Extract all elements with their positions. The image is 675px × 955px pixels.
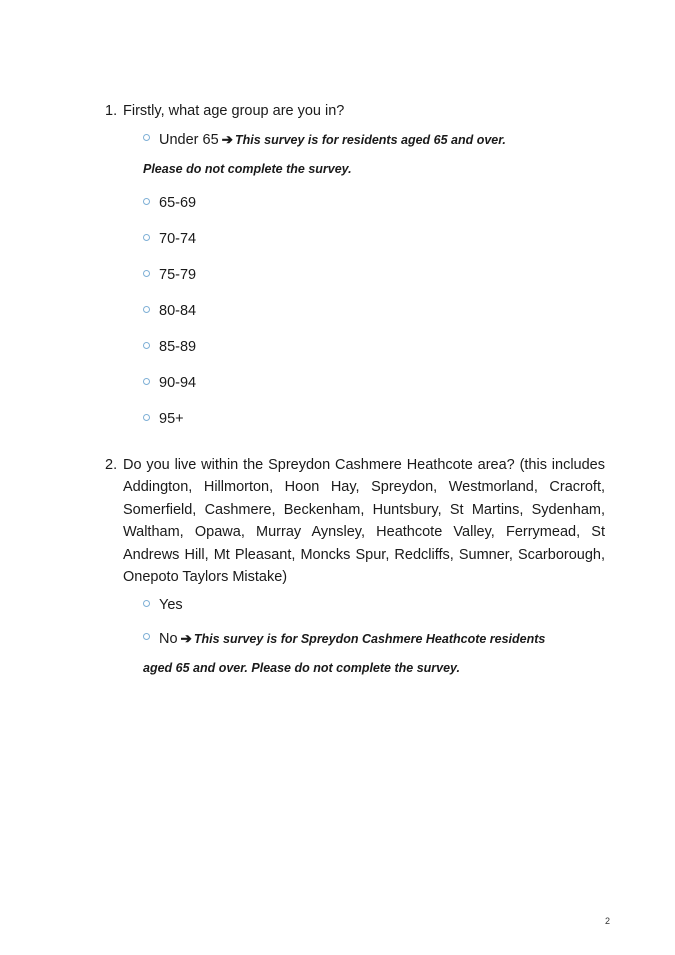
option-label: No [159,630,178,647]
question-1-options [105,129,605,430]
option-yes[interactable] [143,595,605,616]
radio-button-icon[interactable] [143,378,150,385]
option-label: Under 65 [159,131,219,148]
radio-button-icon[interactable] [143,342,150,349]
question-2-heading [105,454,605,589]
option-label: 85-89 [159,338,197,355]
survey-content [105,100,605,677]
option-80-84[interactable] [143,301,605,322]
radio-button-icon[interactable] [143,633,150,640]
option-note-continued: aged 65 and over. Please do not complete the survey. [143,660,461,675]
arrow-right-icon: ➔ [221,131,233,147]
question-2-text: Do you live within the Spreydon Cashmere Heathcote area? (this includes Addington, Hillmorton, Hoon Hay, Spreydon, Westmorland, Cracroft, Somerfield, Cashmere, Beckenham, Huntsbury, St Martins, Sydenham, Waltham, Opawa, Murray Aynsley, Heathcote Valley, Ferrymead, St Andrews Hill, Mt Pleasant, Moncks Spur, Redcliffs, Sumner, Scarborough, Onepoto Taylors Mistake) [123,456,605,585]
question-1-text: Firstly, what age group are you in? [123,103,345,119]
radio-button-icon[interactable] [143,198,150,205]
option-95-plus[interactable] [143,409,605,430]
radio-button-icon[interactable] [143,134,150,141]
question-2-options [105,595,605,677]
arrow-right-icon: ➔ [180,630,192,646]
option-under-65[interactable] [143,129,605,178]
option-label: 65-69 [159,194,197,211]
radio-button-icon[interactable] [143,414,150,421]
question-1 [105,100,605,430]
question-1-heading [105,100,605,123]
page-number: 2 [604,916,610,926]
option-note: This survey is for residents aged 65 and over. [234,132,506,147]
option-label: 80-84 [159,302,197,319]
radio-button-icon[interactable] [143,600,150,607]
option-label: 70-74 [159,230,197,247]
option-label: 90-94 [159,374,197,391]
option-label: Yes [159,596,183,613]
option-no[interactable] [143,628,605,677]
radio-button-icon[interactable] [143,234,150,241]
option-note-continued: Please do not complete the survey. [143,161,352,176]
option-note: This survey is for Spreydon Cashmere Heathcote residents [193,631,546,646]
option-75-79[interactable] [143,265,605,286]
question-1-number: 1. [105,103,118,119]
option-label: 75-79 [159,266,197,283]
question-2-number: 2. [105,456,118,473]
option-90-94[interactable] [143,373,605,394]
radio-button-icon[interactable] [143,306,150,313]
option-65-69[interactable] [143,193,605,214]
option-label: 95+ [159,410,184,427]
option-70-74[interactable] [143,229,605,250]
option-85-89[interactable] [143,337,605,358]
question-2 [105,454,605,677]
radio-button-icon[interactable] [143,270,150,277]
